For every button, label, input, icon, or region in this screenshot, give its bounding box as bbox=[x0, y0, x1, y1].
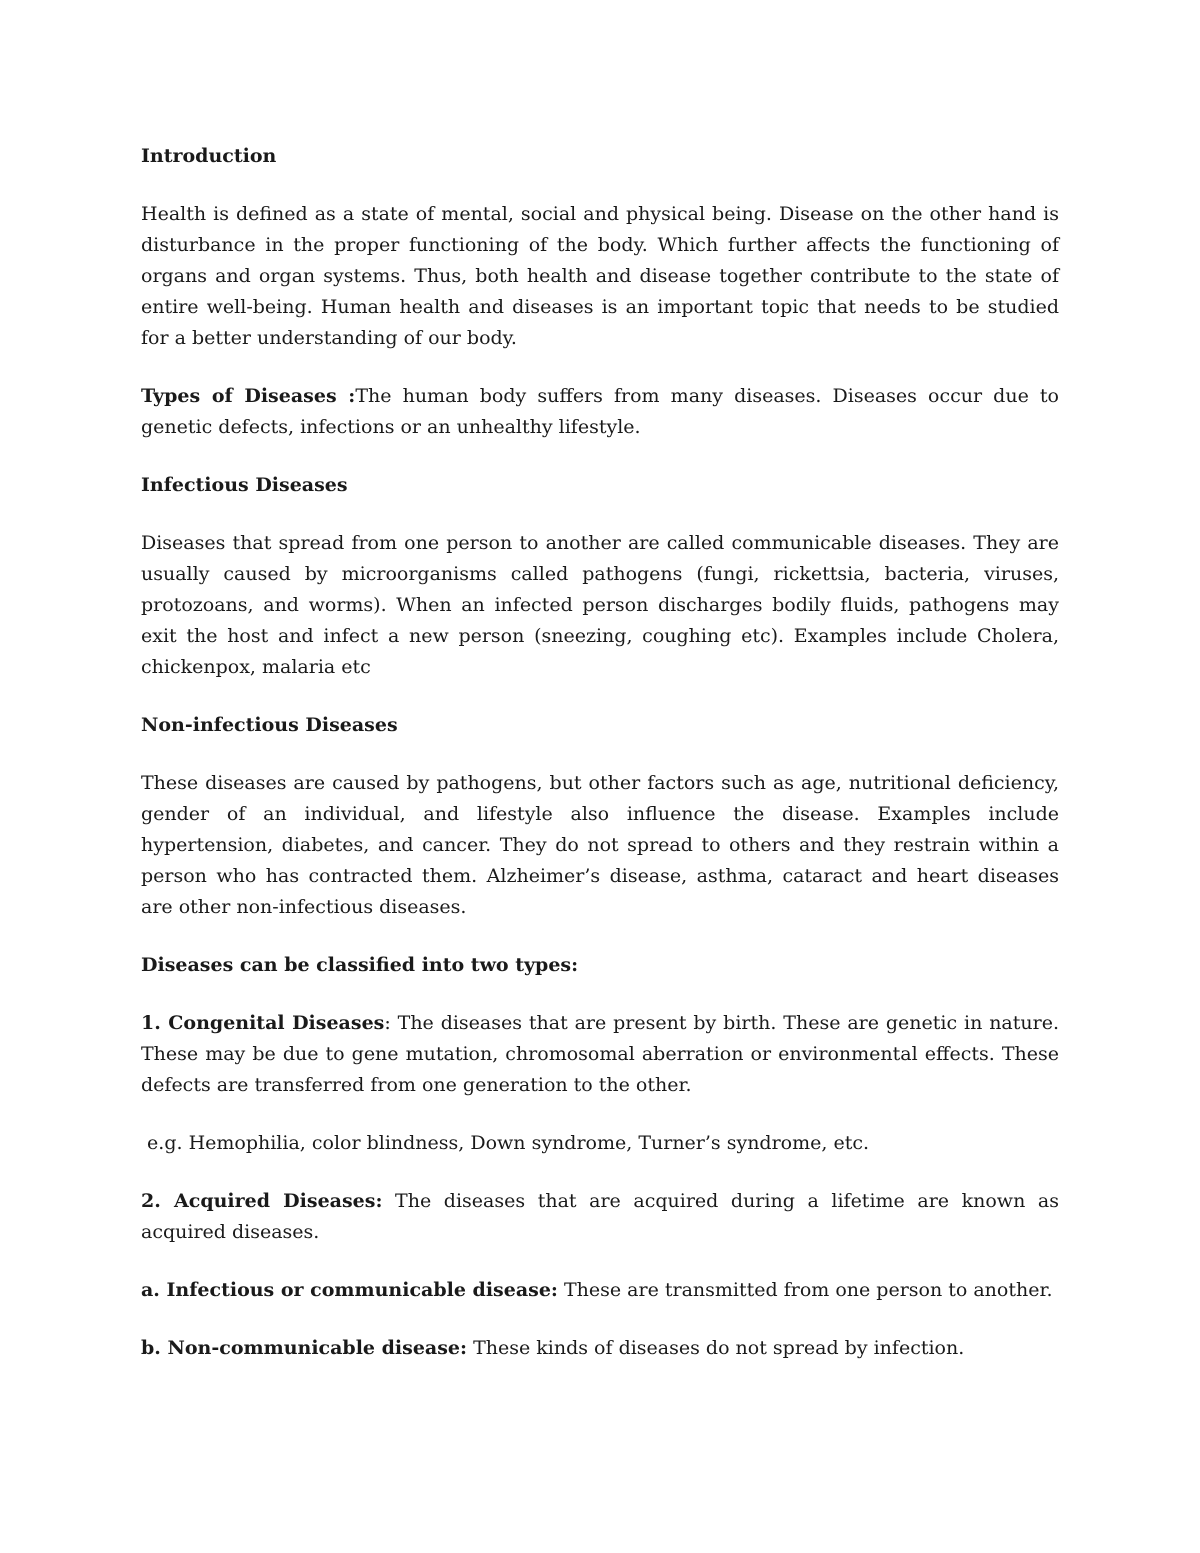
non-communicable-label: b. Non-communicable disease: bbox=[141, 1337, 468, 1359]
infectious-communicable-label: a. Infectious or communicable disease: bbox=[141, 1279, 558, 1301]
document-content bbox=[141, 141, 1066, 1364]
infectious-diseases-heading: Infectious Diseases bbox=[141, 474, 348, 496]
classification-heading: Diseases can be classified into two types: bbox=[141, 954, 579, 976]
congenital-examples: e.g. Hemophilia, color blindness, Down syndrome, Turner’s syndrome, etc. bbox=[141, 1132, 870, 1154]
non-infectious-diseases-paragraph: These diseases are caused by pathogens, but other factors such as age, nutritional deficiency, gender of an individual, and lifestyle also influence the disease. Examples include hypertension, diabetes, and cancer. They do not spread to others and they restrain within a person who has contracted them. Alzheimer’s disease, asthma, cataract and heart diseases are other non-infectious diseases. bbox=[141, 772, 1059, 918]
acquired-diseases-text: The diseases that are acquired during a lifetime are known as acquired diseases. bbox=[141, 1190, 1066, 1243]
congenital-diseases-label: 1. Congenital Diseases bbox=[141, 1012, 385, 1034]
non-communicable-paragraph bbox=[141, 1333, 1059, 1364]
congenital-diseases-text: : The diseases that are present by birth. These are genetic in nature. These may be due to gene mutation, chromosomal aberration or environmental effects. These defects are transferred from one generation to the other. bbox=[141, 1012, 1059, 1096]
congenital-diseases-paragraph bbox=[141, 1008, 1059, 1101]
infectious-diseases-paragraph: Diseases that spread from one person to another are called communicable diseases. They are usually caused by microorganisms called pathogens (fungi, rickettsia, bacteria, viruses, protozoans, and worms). When an infected person discharges bodily fluids, pathogens may exit the host and infect a new person (sneezing, coughing etc). Examples include Cholera, chickenpox, malaria etc bbox=[141, 532, 1059, 678]
infectious-communicable-paragraph bbox=[141, 1275, 1059, 1306]
types-of-diseases-paragraph bbox=[141, 381, 1059, 443]
non-infectious-diseases-heading: Non-infectious Diseases bbox=[141, 714, 398, 736]
types-of-diseases-text: The human body suffers from many diseases. Diseases occur due to genetic defects, infections or an unhealthy lifestyle. bbox=[141, 385, 1059, 438]
types-of-diseases-label: Types of Diseases : bbox=[141, 385, 356, 407]
introduction-heading: Introduction bbox=[141, 145, 277, 167]
acquired-diseases-paragraph bbox=[141, 1186, 1066, 1248]
introduction-paragraph: Health is defined as a state of mental, social and physical being. Disease on the other hand is disturbance in the proper functioning of the body. Which further affects the functioning of organs and organ systems. Thus, both health and disease together contribute to the state of entire well-being. Human health and diseases is an important topic that needs to be studied for a better understanding of our body. bbox=[141, 203, 1059, 349]
acquired-diseases-label: 2. Acquired Diseases: bbox=[141, 1190, 383, 1212]
non-communicable-text: These kinds of diseases do not spread by infection. bbox=[467, 1337, 965, 1359]
infectious-communicable-text: These are transmitted from one person to another. bbox=[557, 1279, 1053, 1301]
